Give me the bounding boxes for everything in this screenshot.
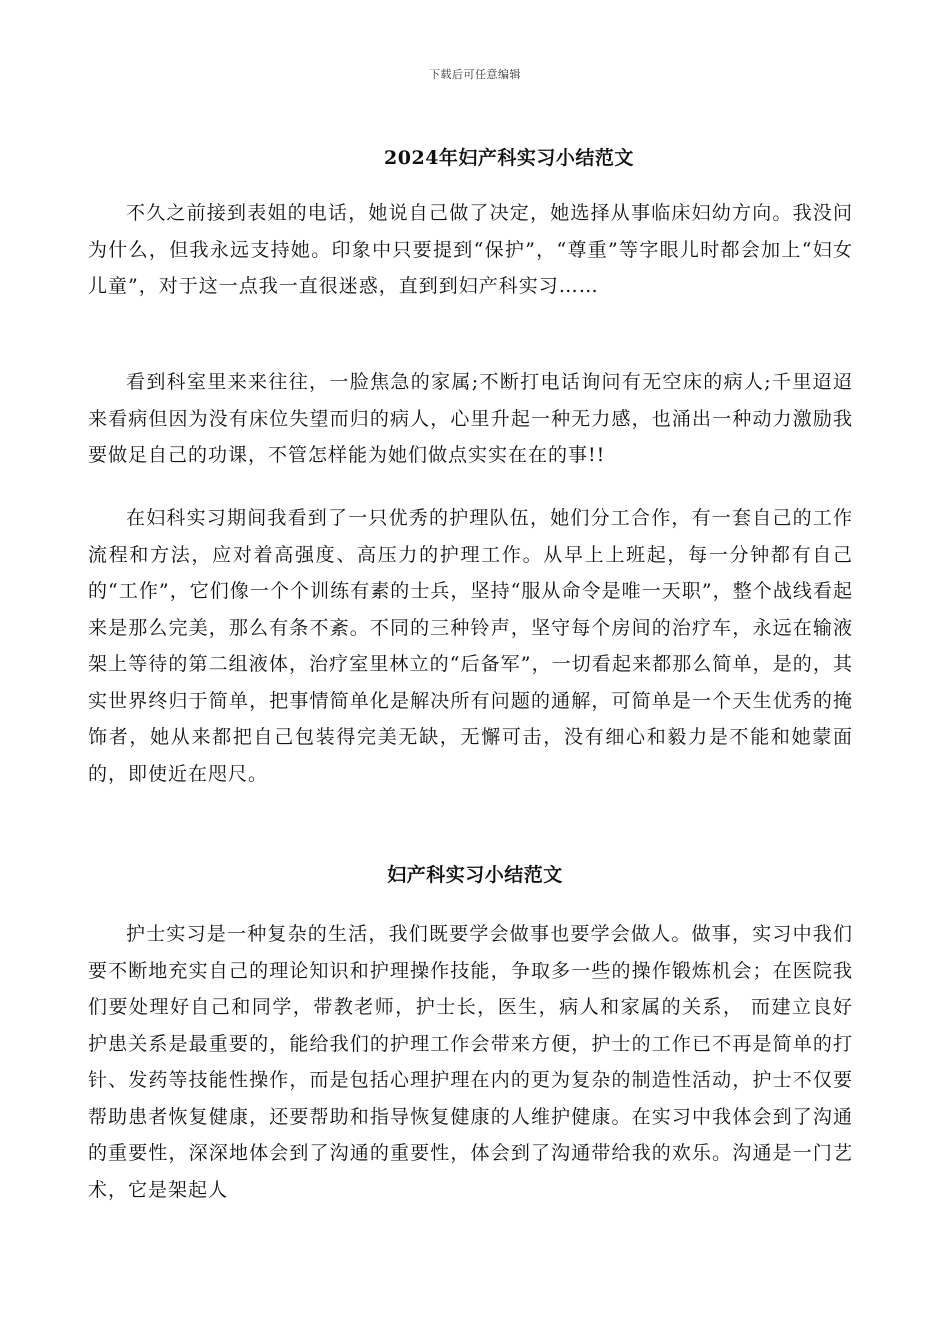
- paragraph: 看到科室里来来往往，一脸焦急的家属;不断打电话询问有无空床的病人;千里迢迢来看病但因为没有床位失望而归的病人，心里升起一种无力感，也涌出一种动力激励我要做足自己的功课，不管怎样能为她们做点实实在在的事!!: [88, 371, 853, 466]
- paragraph: 不久之前接到表姐的电话，她说自己做了决定，她选择从事临床妇幼方向。我没问为什么，但我永远支持她。印象中只要提到“保护”，“尊重”等字眼儿时都会加上“妇女儿童”，对于这一点我一直很迷惑，直到到妇产科实习……: [88, 202, 853, 297]
- section-title: 妇产科实习小结范文: [387, 864, 563, 886]
- paragraph: 在妇科实习期间我看到了一只优秀的护理队伍，她们分工合作，有一套自己的工作流程和方法，应对着高强度、高压力的护理工作。从早上上班起，每一分钟都有自己的“工作”，它们像一个个训练有素的士兵，坚持“服从命令是唯一天职”，整个战线看起来是那么完美，那么有条不紊。不同的三种铃声，坚守每个房间的治疗车，永远在输液架上等待的第二组液体，治疗室里林立的“后备军”，一切看起来都那么简单，是的，其实世界终归于简单，把事情简单化是解决所有问题的通解，可简单是一个天生优秀的掩饰者，她从来都把自己包装得完美无缺，无懈可击，没有细心和毅力是不能和她蒙面的，即使近在咫尺。: [88, 507, 853, 785]
- paragraph: 护士实习是一种复杂的生活，我们既要学会做事也要学会做人。做事，实习中我们要不断地充实自己的理论知识和护理操作技能，争取多一些的操作锻炼机会；在医院我们要处理好自己和同学，带教老师，护士长，医生，病人和家属的关系， 而建立良好护患关系是最重要的，能给我们的护理工作会带来方便，护士的工作已不再是简单的打针、发药等技能性操作，而是包括心理护理在内的更为复杂的制造性活动，护士不仅要帮助患者恢复健康，还要帮助和指导恢复健康的人维护健康。在实习中我体会到了沟通的重要性，深深地体会到了沟通的重要性，体会到了沟通带给我的欢乐。沟通是一门艺术，它是架起人: [88, 923, 853, 1201]
- header-note: 下载后可任意编辑: [429, 68, 521, 81]
- section-title: 2024年妇产科实习小结范文: [384, 147, 634, 169]
